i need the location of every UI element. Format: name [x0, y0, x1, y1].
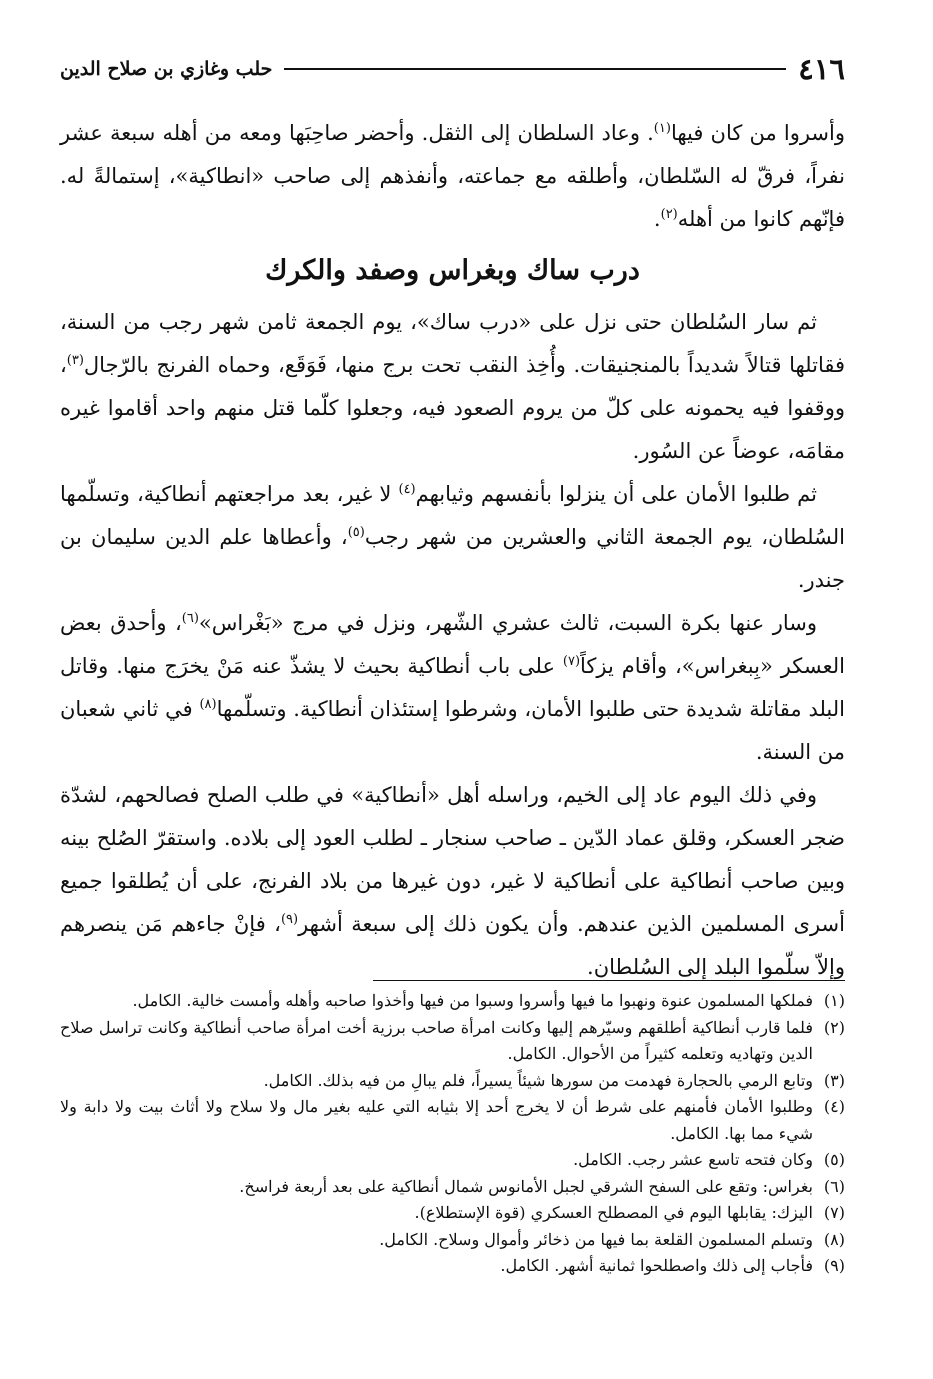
para3-text-1: وسار عنها بكرة السبت، ثالث عشري الشّهر، ونزل في مرج «بَغْراس» [198, 611, 818, 635]
footnote-number: (٨) [823, 1229, 845, 1249]
footnote-ref-6: (٦) [181, 611, 199, 626]
footnote-number: (٩) [823, 1256, 845, 1275]
footnote-number: (٣) [823, 1070, 845, 1090]
footnote-text: وتسلم المسلمون القلعة بما فيها من ذخائر وأموال وسلاح. الكامل. [379, 1229, 813, 1249]
running-head: حلب وغازي بن صلاح الدين [60, 58, 273, 80]
para1-text-2: ، ووقفوا فيه يحمونه على كلّ من يروم الصعود فيه، وجعلوا كلّما قتل منهم واحد أقاموا غيره مقامَه، عوضاً عن السُور. [60, 353, 845, 463]
footnote-number: (٦) [823, 1176, 845, 1196]
footnote-ref-7: (٧) [562, 654, 581, 669]
footnote-separator [373, 980, 845, 981]
footnote-number: (٤) [823, 1097, 845, 1116]
para2-text-2: لا غير، بعد مراجعتهم أنطاكية، وتسلّمها السُلطان، يوم الجمعة الثاني والعشرين من شهر رجب [60, 482, 845, 549]
footnote-item [60, 1200, 845, 1227]
footnote-text: فلما قارب أنطاكية أطلقهم وسيّرهم إليها وكانت امرأة صاحب برزية أخت امرأة صاحب أنطاكية وكانت تراسل صلاح الدين وتهاديه وتعلمه كثيراً من الأحوال. الكامل. [60, 1017, 813, 1063]
main-text [60, 112, 845, 989]
section-title: درب ساك وبغراس وصفد والكرك [265, 255, 640, 286]
footnote-text: فملكها المسلمون عنوة ونهبوا ما فيها وأسروا وسبوا من فيها وأخذوا صاحبه وأهله وأمست خالية. الكامل. [132, 991, 813, 1010]
intro-text-1: وأسروا من كان فيها [670, 121, 845, 145]
page-header [60, 46, 845, 92]
footnote-text: اليزك: يقابلها اليوم في المصطلح العسكري (قوة الإستطلاع). [414, 1203, 813, 1222]
para2-text-3: ، وأعطاها علم الدين سليمان بن جندر. [60, 525, 845, 592]
intro-text-3: . [653, 207, 661, 231]
footnotes [60, 988, 845, 1280]
para3-text-2: ، وأحدق بعض العسكر «بِبغراس»، وأقام يزكاً [60, 611, 845, 678]
page-number: ٤١٦ [798, 52, 845, 86]
footnote-ref-8: (٨) [199, 697, 217, 712]
para4-text-1: وفي ذلك اليوم عاد إلى الخيم، وراسله أهل «أنطاكية» في طلب الصلح فصالحهم، لشدّة ضجر العسكر، وقلق عماد الدّين ـ صاحب سنجار ـ لطلب العود إلى بلاده. واستقرّ الصُلح بينه وبين صاحب أنطاكية على أنطاكية لا غير، دون غيرها من بلاد الفرنج، على أن يُطلقوا جميع أسرى المسلمين الذين عندهم. وأن يكون ذلك إلى سبعة أشهر [60, 783, 845, 936]
para2-text-1: ثم طلبوا الأمان على أن ينزلوا بأنفسهم وثيابهم [415, 482, 817, 506]
intro-text-2: . وعاد السلطان إلى الثقل. وأحضر صاحِبَها ومعه من أهله سبعة عشر نفراً، فرقّ له السّلطان، وأطلقه مع جماعته، وأنفذهم إلى صاحب «انطاكية»، إستمالةً له. فإنّهم كانوا من أهله [60, 121, 845, 231]
footnote-item [60, 1253, 845, 1280]
footnote-ref-1: (١) [653, 121, 671, 136]
footnote-item [60, 1174, 845, 1201]
footnote-text: فأجاب إلى ذلك واصطلحوا ثمانية أشهر. الكامل. [500, 1256, 813, 1275]
para4-text-2: ، فإنْ جاءهم مَن ينصرهم وإلاّ سلّموا البلد إلى السُلطان. [60, 912, 845, 979]
footnote-ref-4: (٤) [398, 482, 416, 497]
footnote-ref-2: (٢) [660, 207, 678, 222]
header-rule [284, 68, 786, 70]
paragraph-2 [60, 473, 845, 602]
paragraph-3 [60, 602, 845, 774]
paragraph-1 [60, 301, 845, 473]
footnote-item [60, 988, 845, 1015]
footnote-text: وطلبوا الأمان فأمنهم على شرط أن لا يخرج أحد إلا بثيابه التي عليه بغير مال ولا سلاح ولا أثاث بيت ولا دابة ولا شيء مما بها. الكامل. [60, 1097, 813, 1143]
footnote-item [60, 1015, 845, 1068]
footnote-number: (٥) [823, 1150, 845, 1169]
footnote-item [60, 1094, 845, 1147]
footnote-item [60, 1068, 845, 1095]
footnote-text: بغراس: وتقع على السفح الشرقي لجبل الأمانوس شمال أنطاكية على بعد أربعة فراسخ. [239, 1176, 813, 1196]
footnote-ref-3: (٣) [66, 353, 84, 368]
footnote-number: (٢) [823, 1017, 845, 1037]
footnote-number: (١) [823, 991, 845, 1010]
para1-text-1: ثم سار السُلطان حتى نزل على «درب ساك»، يوم الجمعة ثامن شهر رجب من السنة، فقاتلها قتالاً شديداً بالمنجنيقات. وأُخِذ النقب تحت برج منها، فَوَقَع، وحماه الفرنج بالرّجال [60, 310, 845, 377]
paragraph-4 [60, 774, 845, 989]
footnote-text: وتابع الرمي بالحجارة فهدمت من سورها شيئاً يسيراً، فلم يبالِ من فيه بذلك. الكامل. [263, 1070, 813, 1090]
footnote-ref-9: (٩) [280, 912, 299, 927]
footnote-number: (٧) [823, 1203, 845, 1222]
intro-paragraph [60, 112, 845, 241]
para3-text-3: على باب أنطاكية بحيث لا يشذّ عنه مَنْ يخرَج منها. وقاتل البلد مقاتلة شديدة حتى طلبوا الأمان، وشرطوا إستئذان أنطاكية. وتسلّمها [60, 654, 845, 721]
footnote-text: وكان فتحه تاسع عشر رجب. الكامل. [573, 1150, 813, 1169]
footnote-item [60, 1147, 845, 1174]
para3-text-4: في ثاني شعبان من السنة. [60, 697, 845, 764]
footnote-ref-5: (٥) [347, 525, 365, 540]
footnote-item [60, 1227, 845, 1254]
